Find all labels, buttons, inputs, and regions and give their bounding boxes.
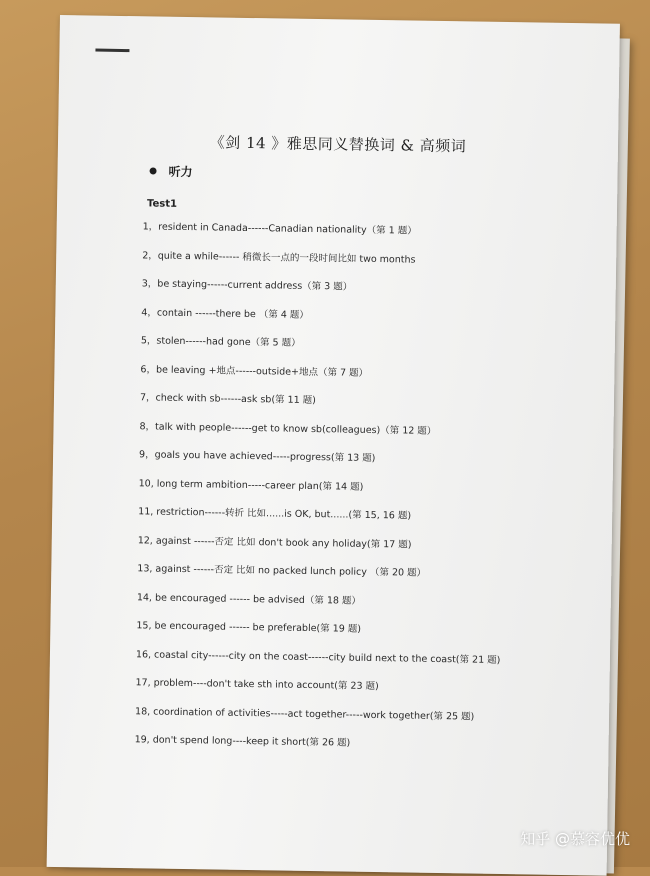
bullet-icon [150,167,157,174]
list-item: 14, be encouraged ------ be advised（第 18 题） [136,591,362,607]
list-item: 19, don't spend long----keep it short(第 26 题) [134,734,351,749]
list-item: 6，be leaving +地点------outside+地点（第 7 题） [140,363,369,379]
list-item: 15, be encouraged ------ be preferable(第 19 题) [136,620,362,635]
list-item: 13, against ------否定 比如 no packed lunch policy （第 20 题） [137,563,427,579]
list-item: 12, against ------否定 比如 don't book any holiday(第 17 题) [137,534,412,551]
list-item: 2，quite a while------ 稍微长一点的一段时间比如 two months [142,249,416,266]
list-item: 11, restriction------转折 比如......is OK, but......(第 15, 16 题) [138,506,412,522]
corner-mark [95,49,129,53]
list-item: 10, long term ambition-----career plan(第 14 题) [138,477,364,493]
list-item: 5，stolen------had gone（第 5 题） [140,335,301,349]
watermark: 知乎 @慕容优优 [520,830,630,848]
vocabulary-list [134,220,592,769]
document-title: 《剑 14 》雅思同义替换词 & 高频词 [209,133,467,156]
list-item: 3，be staying------current address（第 3 题） [141,278,353,293]
list-item: 7，check with sb------ask sb(第 11 题) [139,392,316,407]
list-item: 17, problem----don't take sth into account(第 23 题) [135,677,379,693]
section-heading [149,162,192,180]
list-item: 18, coordination of activities-----act together-----work together(第 25 题) [134,705,475,723]
list-item: 8，talk with people------get to know sb(colleagues)（第 12 题） [139,420,437,437]
test-label: Test1 [146,198,178,210]
list-item: 9，goals you have achieved-----progress(第 13 题) [139,449,376,465]
section-label: 听力 [168,164,193,180]
list-item: 16, coastal city------city on the coast------city build next to the coast(第 21 题) [135,648,501,666]
list-item: 4，contain ------there be （第 4 题） [141,306,309,321]
list-item: 1，resident in Canada------Canadian nationality（第 1 题） [142,221,417,237]
document-page [47,15,620,876]
